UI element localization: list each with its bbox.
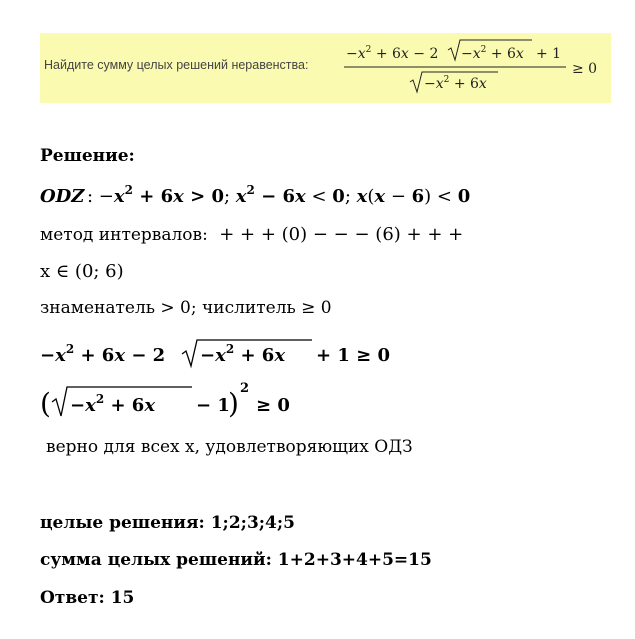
true-note: верно для всех x, удовлетворяющих ОДЗ	[46, 437, 413, 457]
svg-text:+ 1 ≥ 0: + 1 ≥ 0	[316, 345, 391, 366]
numerator-part-2: + 1	[536, 46, 562, 62]
domain-line: x ∈ (0; 6)	[40, 261, 124, 282]
problem-relation: ≥ 0	[572, 61, 598, 77]
odz-label: ODZ	[40, 186, 85, 207]
inequality-line	[40, 336, 391, 370]
svg-text:≥ 0: ≥ 0	[256, 395, 290, 416]
svg-text:2: 2	[240, 381, 250, 396]
problem-box	[40, 33, 611, 103]
intervals-expr: + + + (0) − − − (6) + + +	[219, 224, 464, 245]
numerator-radicand: $-x^2 + 6x$	[461, 45, 524, 62]
problem-formula	[340, 36, 610, 100]
svg-text:(: (	[40, 387, 51, 420]
denominator-radicand: $-x^2 + 6x$	[424, 75, 487, 92]
odz-line	[40, 181, 510, 211]
problem-prompt: Найдите сумму целых решений неравенства:	[44, 58, 309, 72]
intervals-line	[40, 224, 463, 245]
svg-text:−x2 + 6x − 2: $-x^2 + 6x - 2$	[40, 342, 166, 366]
sum-line: сумма целых решений: 1+2+3+4+5=15	[40, 550, 432, 570]
solution-heading: Решение:	[40, 146, 135, 166]
answer-line: Ответ: 15	[40, 588, 135, 608]
svg-text:− 1: − 1	[196, 395, 230, 416]
condition-line: знаменатель > 0; числитель ≥ 0	[40, 298, 332, 318]
integer-solutions: целые решения: 1;2;3;4;5	[40, 513, 295, 533]
svg-text:−x2 + 6x: $-x^2 + 6x$	[200, 342, 286, 366]
svg-text:): )	[228, 387, 239, 420]
square-line	[40, 378, 300, 424]
svg-text:−x2 + 6x: $-x^2 + 6x$	[70, 392, 156, 416]
intervals-label: метод интервалов:	[40, 225, 208, 245]
numerator-part-1: $-x^2 + 6x - 2$	[346, 45, 439, 62]
svg-text:: −x2 + 6x > 0; x2 − 6x < 0; x: : $-x^2 + 6x > 0$; $x^2 - 6x < 0$; x(x − 6) < 0	[87, 183, 471, 207]
